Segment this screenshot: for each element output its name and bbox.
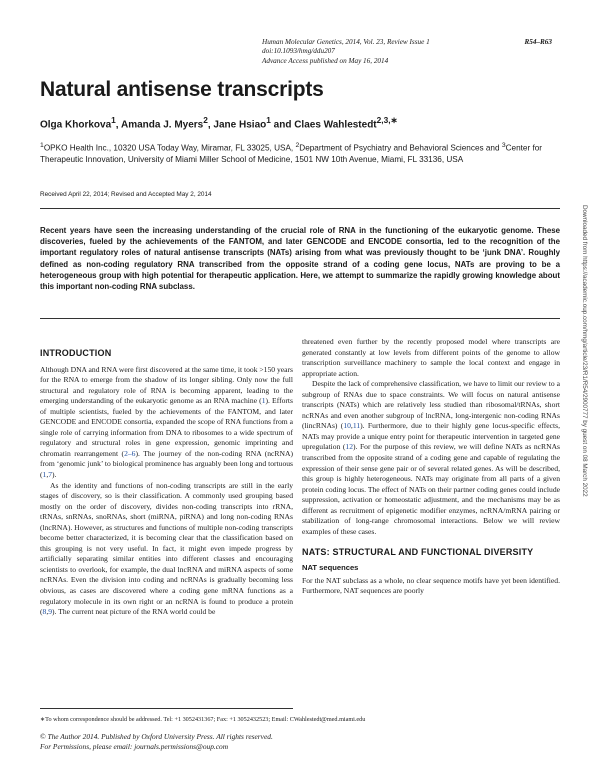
citation-link[interactable]: 2–6 (124, 448, 136, 458)
journal-citation: Human Molecular Genetics, 2014, Vol. 23, Review Issue 1 (262, 38, 430, 46)
author-name: and Claes Wahlestedt (270, 119, 377, 131)
citation-link[interactable]: 1 (261, 396, 266, 406)
subsection-heading: NAT sequences (302, 563, 359, 573)
author-name: , Jane Hsiao (207, 119, 267, 131)
affil-text: OPKO Health Inc., 10320 USA Today Way, Miramar, FL 33025, USA, (43, 143, 296, 153)
left-column (40, 348, 293, 618)
affil-sup: 1 (40, 142, 44, 149)
citation-link[interactable]: 8 (42, 607, 47, 617)
author-list (40, 115, 398, 130)
received-dates: Received April 22, 2014; Revised and Accepted May 2, 2014 (40, 191, 212, 198)
affil-text: Center for Therapeutic Innovation, University of Miami Miller School of Medicine, 1501 NW 10th Avenue, Miami, FL 33136, USA (40, 143, 543, 165)
advance-access: Advance Access published on May 16, 2014 (262, 56, 389, 65)
author-name: Olga Khorkova (40, 119, 112, 131)
paragraph: For the NAT subclass as a whole, no clear sequence motifs have yet been identified. Furthermore, NAT sequences are poorly (302, 575, 560, 596)
author-name: , Amanda J. Myers (115, 119, 204, 131)
author-affil-sup: 1 (111, 115, 116, 125)
footnote-divider (40, 708, 293, 709)
page-range: R54–R63 (524, 38, 552, 46)
citation-link[interactable]: 7 (48, 470, 53, 480)
corresponding-author-footnote: ∗To whom correspondence should be addressed. Tel: +1 3052431367; Fax: +1 3052432523; Email: CWahlestedt@med.miami.edu (40, 716, 366, 723)
doi: doi:10.1093/hmg/ddu207 (262, 47, 335, 56)
paragraph: Despite the lack of comprehensive classification, we have to limit our review to a subgroup of RNAs due to space constraints. We will focus on natural antisense transcripts (NATs) which are relatively less studied than ribosomal/tRNAs, short ncRNAs and even another subgroup of lncRNA, long-intergenic non-coding RNAs (lincRNAs) (10,11). Furthermore, due to their highly gene locus-specific effects, NATs may provide a unique entry point for therapeutic intervention in targeted gene upregulation (12). For the purpose of this review, we will define NATs as ncRNAs transcribed from the opposite strand of a coding gene and capable of regulating the expression of their sense gene pair or of several related genes. As will be described, this group is highly heterogeneous. NATs may originate from all parts of a given protein coding locus. The effect of NATs on their partner coding genes could include suppression, activation or homeostatic adjustment, and the mechanisms may be as different as recruitment of epigenetic modifier enzymes, ncRNA/mRNA pairing or stabilization of long-range chromosomal interactions. Below we will review examples of these cases. (302, 379, 561, 536)
author-affil-sup: 2,3,∗ (376, 115, 398, 125)
abstract: Recent years have seen the increasing understanding of the crucial role of RNA in the functioning of the eukaryotic genome. These discoveries, fueled by the achievements of the FANTOM, and later GENCODE and ENCODE consortia, led to the recognition of the important regulatory roles of natural antisense transcripts (NATs) arising from what was previously thought to be ‘junk DNA’. Roughly defined as non-coding regulatory RNA transcribed from the opposite strand of a coding gene locus, NATs are proving to be a heterogeneous group with high potential for therapeutic application. Here, we attempt to summarize the rapidly growing knowledge about this important non-coding RNA subclass. (40, 226, 560, 292)
citation-link[interactable]: 9 (48, 607, 53, 617)
affil-sup: 3 (501, 142, 506, 149)
paragraph: As the identity and functions of non-coding transcripts are still in the early stages of discovery, so is their classification. A commonly used grouping based mostly on the order of discovery, divides non-coding transcripts into rRNA, tRNAs, snRNAs, snoRNAs, short (miRNA, piRNA) and long non-coding RNAs (lncRNA). However, as structures and functions of multiple non-coding transcripts become better characterized, it is becoming clear that the classification based on this grouping is not very useful. In fact, it might even impede progress by artificially separating similar entities into different classes and encouraging scientists to overlook, for example, the dual lncRNA and miRNA aspects of some ncRNAs. Even the division into coding and ncRNAs is gradually becoming less obvious, as cases are discovered where a coding gene mRNA functions as a regulatory molecule in its own right or an ncRNA is found to produce a protein (8,9). The current neat picture of the RNA world could be (40, 480, 293, 617)
citation-link[interactable]: 1 (42, 470, 47, 480)
citation-link[interactable]: 11 (352, 421, 361, 431)
permissions-line: For Permissions, please email: journals.permissions@oup.com (40, 742, 229, 752)
divider (40, 208, 560, 209)
author-affil-sup: 1 (266, 115, 271, 125)
affil-sup: 2 (295, 142, 300, 149)
copyright-line: © The Author 2014. Published by Oxford University Press. All rights reserved. (40, 732, 273, 741)
paragraph: threatened even further by the recently proposed model where transcripts are generated constantly at low levels from different points of the genome to allow transcription surveillance machinery to sample the local context and engage in appropriate action. (302, 337, 560, 378)
download-watermark-text: Downloaded from https://academic.oup.com/hmg/article/23/R1/R54/2900777 by guest on 08 March 2022 (581, 205, 588, 497)
paragraph: Although DNA and RNA were first discovered at the same time, it took >150 years for the RNA to emerge from the shadow of its longer sibling. Only now the full structural and regulatory role of RNA is becoming apparent, leading to the emerging understanding of the eukaryotic genome as an RNA machine (1). Efforts of multiple scientists, fueled by the achievements of the FANTOM, and later GENCODE and ENCODE consortia, expanded the scope of RNA functions from a single role of carrying information from DNA to ribosomes to a wide spectrum of regulatory and structural roles in gene expression, genomic imprinting and chromatin rearrangement (2–6). The journey of the non-coding RNA (ncRNA) from ‘genomic junk’ to biological prominence has arguably been long and tortuous (1,7). (40, 364, 294, 480)
citation-link[interactable]: 10 (343, 421, 351, 431)
author-affil-sup: 2 (203, 115, 208, 125)
right-column (302, 337, 560, 597)
section-heading-introduction: INTRODUCTION (40, 348, 112, 358)
divider (40, 318, 560, 319)
copyright (40, 732, 273, 752)
citation-link[interactable]: 12 (345, 442, 354, 452)
article-title: Natural antisense transcripts (40, 78, 324, 101)
section-heading-nats: NATS: STRUCTURAL AND FUNCTIONAL DIVERSITY (302, 547, 534, 558)
download-watermark (579, 205, 591, 725)
running-header (262, 38, 552, 66)
affil-text: Department of Psychiatry and Behavioral Sciences and (299, 143, 502, 153)
affiliations (40, 140, 560, 166)
